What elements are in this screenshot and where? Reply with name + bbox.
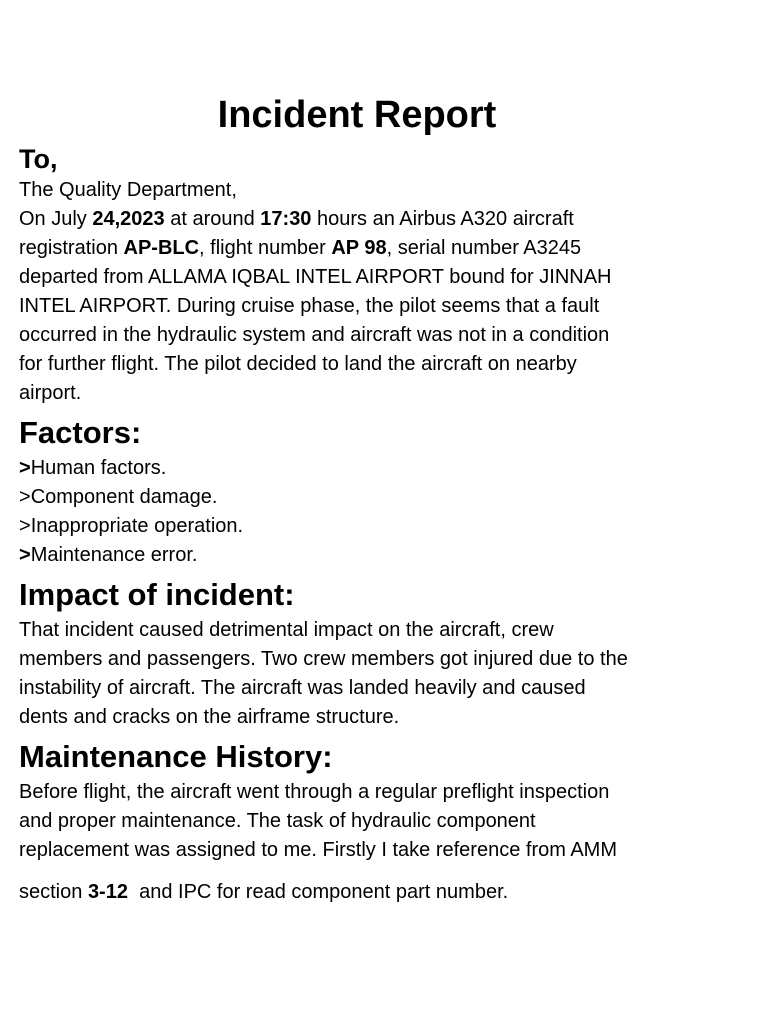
intro-paragraph: [19, 176, 719, 408]
factor-item: [19, 483, 719, 512]
factors-list: [19, 454, 719, 570]
incident-time: 17:30: [260, 208, 312, 230]
impact-paragraph: [19, 616, 719, 732]
intro-text: at around: [164, 208, 261, 230]
factor-item: [19, 454, 719, 483]
history-text: and IPC for read component part number.: [127, 881, 509, 903]
history-paragraph: [19, 778, 719, 907]
factor-marker: >: [19, 486, 31, 508]
factor-marker: >: [19, 544, 31, 566]
intro-text: On July: [19, 208, 93, 230]
flight-number: AP 98: [331, 237, 387, 259]
intro-line-3: departed from ALLAMA IQBAL INTEL AIRPORT bound for JINNAH: [19, 266, 612, 288]
intro-text: , serial number A3245: [386, 237, 582, 259]
paragraph-gap: [19, 865, 719, 878]
impact-line: instability of aircraft. The aircraft was landed heavily and caused: [19, 677, 586, 699]
factor-marker: >: [19, 457, 31, 479]
impact-line: dents and cracks on the airframe structure.: [19, 706, 400, 728]
intro-line-1: [19, 205, 719, 234]
history-text: section: [19, 881, 88, 903]
factor-text: Human factors.: [30, 457, 167, 479]
amm-section: 3-12: [87, 881, 128, 903]
factor-item: [19, 541, 719, 570]
factors-heading: Factors:: [19, 415, 142, 450]
impact-heading: Impact of incident:: [19, 577, 295, 612]
recipient-line: The Quality Department,: [19, 179, 237, 201]
intro-text: , flight number: [199, 237, 332, 259]
document-page: [19, 92, 719, 907]
factor-item: [19, 512, 719, 541]
aircraft-registration: AP-BLC: [123, 237, 200, 259]
history-line: Before flight, the aircraft went through a regular preflight inspection: [19, 781, 610, 803]
history-heading: Maintenance History:: [19, 739, 333, 774]
impact-line: members and passengers. Two crew members got injured due to the: [19, 648, 628, 670]
factor-text: Component damage.: [30, 486, 218, 508]
intro-line-6: for further flight. The pilot decided to land the aircraft on nearby: [19, 353, 577, 375]
report-title: Incident Report: [217, 94, 497, 136]
intro-text: registration: [19, 237, 124, 259]
incident-date: 24,2023: [92, 208, 165, 230]
impact-line: That incident caused detrimental impact on the aircraft, crew: [19, 619, 554, 641]
factor-text: Maintenance error.: [30, 544, 198, 566]
factor-marker: >: [19, 515, 31, 537]
intro-text: hours an Airbus A320 aircraft: [311, 208, 574, 230]
history-line: and proper maintenance. The task of hydraulic component: [19, 810, 536, 832]
intro-line-5: occurred in the hydraulic system and aircraft was not in a condition: [19, 324, 610, 346]
intro-line-7: airport.: [19, 382, 82, 404]
intro-line-4: INTEL AIRPORT. During cruise phase, the pilot seems that a fault: [19, 295, 600, 317]
to-heading: To,: [19, 144, 58, 174]
factor-text: Inappropriate operation.: [30, 515, 244, 537]
intro-line-2: [19, 234, 719, 263]
history-line-last: [19, 878, 719, 907]
history-line: replacement was assigned to me. Firstly I take reference from AMM: [19, 839, 617, 861]
